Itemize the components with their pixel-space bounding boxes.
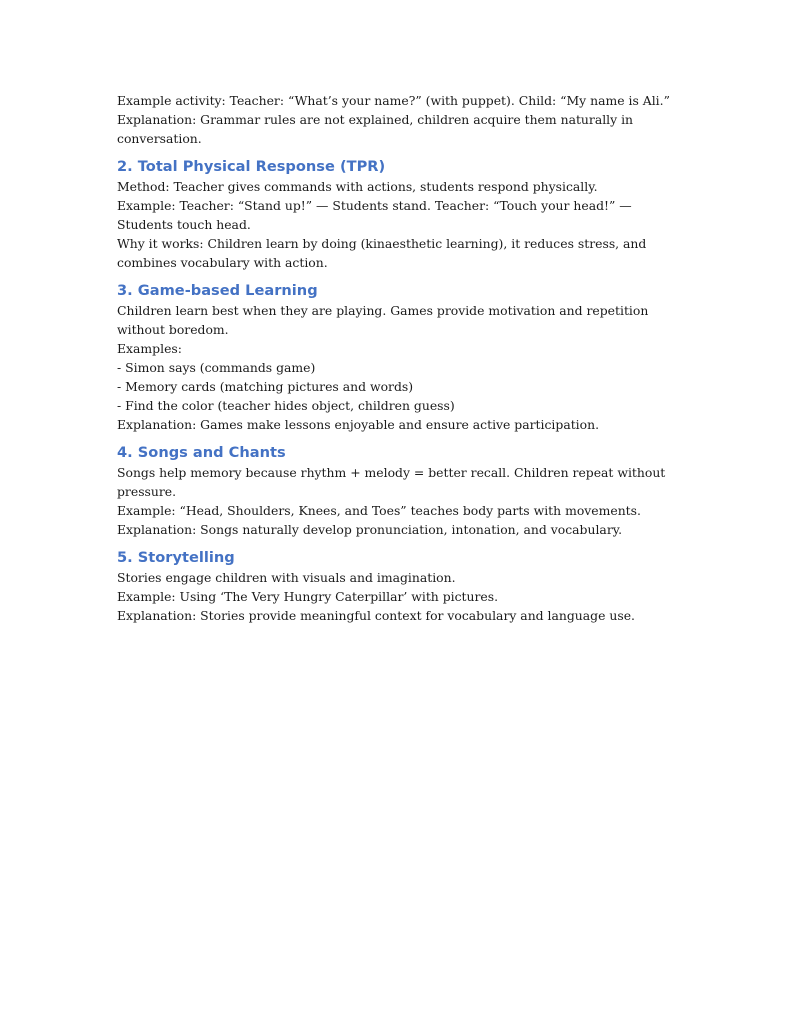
paragraph-line: Explanation: Stories provide meaningful context for vocabulary and language use. [117,608,635,623]
paragraph-line: Method: Teacher gives commands with actions, students respond physically. [117,179,598,194]
paragraph-line: Example: Teacher: “Stand up!” — Students stand. Teacher: “Touch your head!” — Students touch head. [117,198,632,232]
section-songs-and-chants [117,443,689,539]
section-tpr [117,157,689,272]
list-item: - Simon says (commands game) [117,360,316,375]
paragraph-line: Example: “Head, Shoulders, Knees, and Toes” teaches body parts with movements. [117,503,641,518]
list-item: - Memory cards (matching pictures and words) [117,379,414,394]
section-game-based-learning [117,281,689,434]
section-heading: 5. Storytelling [117,549,235,566]
section-heading: 2. Total Physical Response (TPR) [117,158,386,175]
paragraph-line: Example: Using ‘The Very Hungry Caterpillar’ with pictures. [117,589,499,604]
paragraph-line: Stories engage children with visuals and imagination. [117,570,456,585]
paragraph-line: Explanation: Games make lessons enjoyable and ensure active participation. [117,417,600,432]
section-storytelling [117,548,689,625]
paragraph-line: Children learn best when they are playing. Games provide motivation and repetition without boredom. [117,303,649,337]
paragraph-line: Examples: [117,341,182,356]
intro-example: Example activity: Teacher: “What’s your name?” (with puppet). Child: “My name is Ali.” [117,93,670,108]
paragraph-line: Explanation: Songs naturally develop pronunciation, intonation, and vocabulary. [117,522,623,537]
section-heading: 4. Songs and Chants [117,444,286,461]
intro-explanation: Explanation: Grammar rules are not explained, children acquire them naturally in conversation. [117,112,634,146]
paragraph-line: Why it works: Children learn by doing (kinaesthetic learning), it reduces stress, and combines vocabulary with action. [117,236,647,270]
list-item: - Find the color (teacher hides object, children guess) [117,398,455,413]
paragraph-line: Songs help memory because rhythm + melody = better recall. Children repeat without pressure. [117,465,666,499]
section-heading: 3. Game-based Learning [117,282,318,299]
document-body [117,91,689,625]
